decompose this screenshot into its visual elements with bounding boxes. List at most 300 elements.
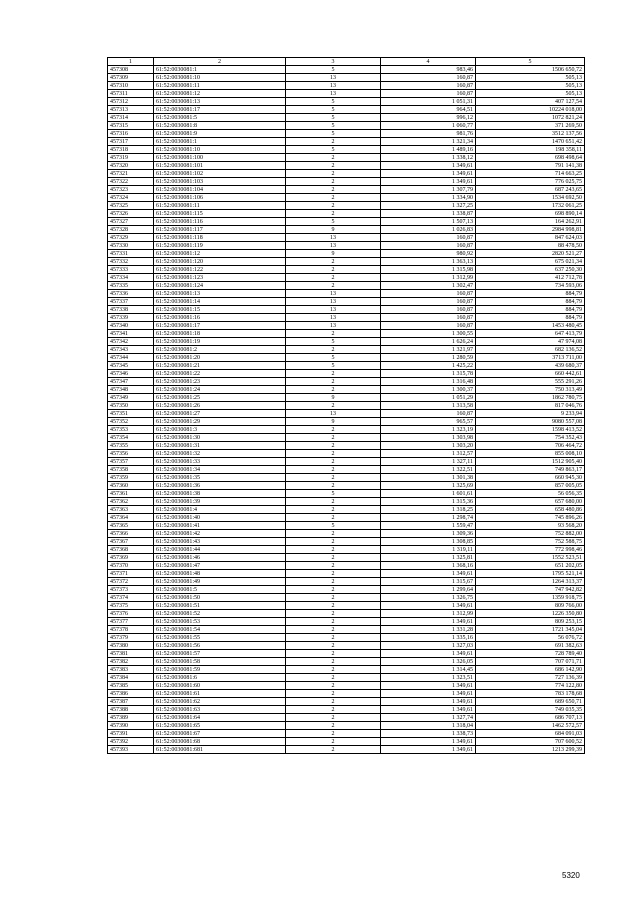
table-cell: 61:52:0030081:42 [154, 530, 286, 538]
table-cell: 61:52:0030081:32 [154, 450, 286, 458]
table-cell: 1 325,69 [381, 482, 476, 490]
table-cell: 691 382,63 [476, 642, 585, 650]
table-cell: 2 [286, 698, 381, 706]
table-cell: 61:52:0030081:55 [154, 634, 286, 642]
table-cell: 93 568,20 [476, 522, 585, 530]
table-cell: 1264 313,37 [476, 578, 585, 586]
table-cell: 457373 [108, 586, 154, 594]
table-cell: 457354 [108, 434, 154, 442]
table-cell: 61:52:0030081:53 [154, 618, 286, 626]
table-cell: 13 [286, 234, 381, 242]
header-row [108, 58, 585, 66]
table-cell: 160,87 [381, 290, 476, 298]
table-cell: 1 298,74 [381, 514, 476, 522]
table-cell: 457364 [108, 514, 154, 522]
table-cell: 61:52:0030081:26 [154, 402, 286, 410]
table-cell: 2820 521,27 [476, 250, 585, 258]
table-row [108, 730, 585, 738]
table-cell: 160,87 [381, 74, 476, 82]
table-cell: 61:52:0030081:35 [154, 474, 286, 482]
table-cell: 61:52:0030081:11 [154, 82, 286, 90]
table-cell: 1 349,61 [381, 178, 476, 186]
table-cell: 1512 905,40 [476, 458, 585, 466]
table-cell: 1 309,36 [381, 530, 476, 538]
table-cell: 457332 [108, 258, 154, 266]
table-cell: 1 601,61 [381, 490, 476, 498]
table-cell: 56 076,72 [476, 634, 585, 642]
table-cell: 61:52:0030081:31 [154, 442, 286, 450]
table-cell: 2 [286, 210, 381, 218]
table-row [108, 602, 585, 610]
table-cell: 1 051,29 [381, 394, 476, 402]
table-cell: 457343 [108, 346, 154, 354]
table-cell: 1598 413,52 [476, 426, 585, 434]
table-cell: 682 136,52 [476, 346, 585, 354]
column-header: 5 [476, 58, 585, 66]
table-cell: 457387 [108, 698, 154, 706]
table-row [108, 290, 585, 298]
table-cell: 689 650,71 [476, 698, 585, 706]
table-cell: 1359 918,75 [476, 594, 585, 602]
table-cell: 61:52:0030081:116 [154, 218, 286, 226]
table-cell: 457355 [108, 442, 154, 450]
table-cell: 1 327,03 [381, 642, 476, 650]
column-header: 1 [108, 58, 154, 66]
table-cell: 61:52:0030081:681 [154, 746, 286, 754]
table-cell: 884,79 [476, 314, 585, 322]
table-row [108, 202, 585, 210]
table-cell: 884,79 [476, 298, 585, 306]
table-cell: 2 [286, 746, 381, 754]
table-cell: 61:52:0030081:16 [154, 314, 286, 322]
table-cell: 2 [286, 626, 381, 634]
table-cell: 61:52:0030081:101 [154, 162, 286, 170]
table-cell: 61:52:0030081:117 [154, 226, 286, 234]
table-row [108, 626, 585, 634]
table-cell: 1 349,61 [381, 618, 476, 626]
table-cell: 1 349,61 [381, 170, 476, 178]
table-cell: 1 299,64 [381, 586, 476, 594]
table-cell: 61:52:0030081:38 [154, 490, 286, 498]
table-cell: 61:52:0030081:51 [154, 602, 286, 610]
table-cell: 1 312,57 [381, 450, 476, 458]
table-cell: 61:52:0030081:47 [154, 562, 286, 570]
table-cell: 61:52:0030081:18 [154, 330, 286, 338]
table-row [108, 690, 585, 698]
table-cell: 61:52:0030081:14 [154, 298, 286, 306]
table-cell: 13 [286, 290, 381, 298]
table-cell: 61:52:0030081:39 [154, 498, 286, 506]
table-cell: 457347 [108, 378, 154, 386]
table-row [108, 682, 585, 690]
table-cell: 160,87 [381, 298, 476, 306]
table-cell: 61:52:0030081:15 [154, 306, 286, 314]
table-cell: 13 [286, 410, 381, 418]
table-cell: 2 [286, 738, 381, 746]
table-cell: 88 478,50 [476, 242, 585, 250]
table-cell: 457342 [108, 338, 154, 346]
table-cell: 457380 [108, 642, 154, 650]
table-row [108, 666, 585, 674]
table-cell: 2 [286, 650, 381, 658]
table-cell: 1 321,34 [381, 138, 476, 146]
table-cell: 1 349,61 [381, 738, 476, 746]
table-cell: 457357 [108, 458, 154, 466]
table-cell: 1 338,12 [381, 154, 476, 162]
table-cell: 457337 [108, 298, 154, 306]
table-cell: 2 [286, 170, 381, 178]
table-cell: 61:52:0030081:21 [154, 362, 286, 370]
table-cell: 2 [286, 610, 381, 618]
table-cell: 61:52:0030081:118 [154, 234, 286, 242]
table-cell: 457334 [108, 274, 154, 282]
table-row [108, 194, 585, 202]
table-cell: 457392 [108, 738, 154, 746]
table-cell: 2 [286, 682, 381, 690]
table-cell: 687 243,65 [476, 186, 585, 194]
table-cell: 61:52:0030081:12 [154, 90, 286, 98]
table-row [108, 698, 585, 706]
table-cell: 457326 [108, 210, 154, 218]
table-row [108, 410, 585, 418]
table-row [108, 218, 585, 226]
table-cell: 1 326,75 [381, 594, 476, 602]
table-cell: 1 335,16 [381, 634, 476, 642]
table-cell: 1 368,16 [381, 562, 476, 570]
table-cell: 1721 345,04 [476, 626, 585, 634]
table-cell: 817 046,76 [476, 402, 585, 410]
table-row [108, 738, 585, 746]
table-cell: 1 321,97 [381, 346, 476, 354]
table-cell: 61:52:0030081:103 [154, 178, 286, 186]
table-cell: 5 [286, 106, 381, 114]
table-cell: 2 [286, 546, 381, 554]
table-row [108, 370, 585, 378]
table-cell: 1 051,31 [381, 98, 476, 106]
table-cell: 1 363,13 [381, 258, 476, 266]
table-row [108, 570, 585, 578]
table-cell: 61:52:0030081:22 [154, 370, 286, 378]
table-cell: 2 [286, 426, 381, 434]
table-row [108, 474, 585, 482]
table-cell: 2 [286, 642, 381, 650]
table-cell: 457378 [108, 626, 154, 634]
table-cell: 3512 137,56 [476, 130, 585, 138]
table-cell: 698 498,64 [476, 154, 585, 162]
table-cell: 2 [286, 586, 381, 594]
table-cell: 651 202,05 [476, 562, 585, 570]
table-cell: 1 325,81 [381, 554, 476, 562]
table-cell: 5 [286, 114, 381, 122]
table-row [108, 450, 585, 458]
table-cell: 61:52:0030081:9 [154, 130, 286, 138]
table-cell: 457318 [108, 146, 154, 154]
table-cell: 1 326,05 [381, 658, 476, 666]
table-cell: 5 [286, 362, 381, 370]
table-cell: 457327 [108, 218, 154, 226]
table-cell: 2 [286, 498, 381, 506]
table-cell: 2 [286, 178, 381, 186]
table-cell: 1 300,37 [381, 386, 476, 394]
table-cell: 457315 [108, 122, 154, 130]
table-cell: 61:52:0030081:24 [154, 386, 286, 394]
table-row [108, 658, 585, 666]
table-cell: 2 [286, 482, 381, 490]
table-row [108, 650, 585, 658]
table-row [108, 314, 585, 322]
table-cell: 5 [286, 146, 381, 154]
table-cell: 457325 [108, 202, 154, 210]
table-cell: 457316 [108, 130, 154, 138]
table-cell: 1 425,22 [381, 362, 476, 370]
table-row [108, 610, 585, 618]
table-cell: 61:52:0030081:29 [154, 418, 286, 426]
table-cell: 857 005,05 [476, 482, 585, 490]
table-cell: 457331 [108, 250, 154, 258]
table-cell: 457312 [108, 98, 154, 106]
table-cell: 1862 780,75 [476, 394, 585, 402]
table-row [108, 242, 585, 250]
table-row [108, 338, 585, 346]
table-cell: 1534 692,50 [476, 194, 585, 202]
table-cell: 1 349,61 [381, 706, 476, 714]
table-row [108, 490, 585, 498]
table-cell: 457393 [108, 746, 154, 754]
table-cell: 457389 [108, 714, 154, 722]
table-cell: 457362 [108, 498, 154, 506]
table-cell: 1 315,36 [381, 498, 476, 506]
table-cell: 5 [286, 130, 381, 138]
table-cell: 457338 [108, 306, 154, 314]
table-cell: 457370 [108, 562, 154, 570]
table-cell: 160,87 [381, 410, 476, 418]
table-cell: 457384 [108, 674, 154, 682]
table-row [108, 66, 585, 74]
table-cell: 809 253,15 [476, 618, 585, 626]
table-cell: 1 507,13 [381, 218, 476, 226]
table-cell: 5 [286, 66, 381, 74]
table-cell: 457371 [108, 570, 154, 578]
table-cell: 1 312,99 [381, 274, 476, 282]
table-row [108, 442, 585, 450]
table-cell: 1470 651,42 [476, 138, 585, 146]
table-cell: 61:52:0030081:59 [154, 666, 286, 674]
table-cell: 698 890,14 [476, 210, 585, 218]
table-cell: 2 [286, 714, 381, 722]
table-cell: 9 233,94 [476, 410, 585, 418]
table-cell: 61:52:0030081:120 [154, 258, 286, 266]
table-cell: 61:52:0030081:104 [154, 186, 286, 194]
table-cell: 660 442,61 [476, 370, 585, 378]
table-row [108, 138, 585, 146]
table-cell: 2 [286, 618, 381, 626]
table-cell: 457376 [108, 610, 154, 618]
table-cell: 2 [286, 282, 381, 290]
table-cell: 505,13 [476, 90, 585, 98]
table-cell: 1462 572,57 [476, 722, 585, 730]
table-row [108, 522, 585, 530]
table-cell: 2 [286, 330, 381, 338]
table-cell: 2 [286, 370, 381, 378]
table-row [108, 434, 585, 442]
table-cell: 2 [286, 434, 381, 442]
table-cell: 647 413,79 [476, 330, 585, 338]
table-cell: 657 680,00 [476, 498, 585, 506]
table-cell: 5 [286, 218, 381, 226]
table-cell: 457386 [108, 690, 154, 698]
table-cell: 61:52:0030081:36 [154, 482, 286, 490]
table-cell: 1 349,61 [381, 746, 476, 754]
table-row [108, 90, 585, 98]
table-row [108, 330, 585, 338]
table-cell: 457375 [108, 602, 154, 610]
table-cell: 457351 [108, 410, 154, 418]
table-row [108, 554, 585, 562]
table-cell: 457309 [108, 74, 154, 82]
table-cell: 457358 [108, 466, 154, 474]
data-table [107, 57, 585, 754]
table-cell: 457340 [108, 322, 154, 330]
table-cell: 964,51 [381, 106, 476, 114]
table-row [108, 746, 585, 754]
table-cell: 2 [286, 674, 381, 682]
table-cell: 2 [286, 154, 381, 162]
table-cell: 847 624,03 [476, 234, 585, 242]
table-cell: 5 [286, 122, 381, 130]
table-row [108, 538, 585, 546]
table-cell: 983,46 [381, 66, 476, 74]
table-row [108, 346, 585, 354]
table-cell: 457317 [108, 138, 154, 146]
table-cell: 160,87 [381, 314, 476, 322]
table-row [108, 122, 585, 130]
table-cell: 658 480,86 [476, 506, 585, 514]
table-cell: 457330 [108, 242, 154, 250]
table-cell: 1 489,16 [381, 146, 476, 154]
table-cell: 750 313,49 [476, 386, 585, 394]
table-cell: 2 [286, 530, 381, 538]
table-cell: 457346 [108, 370, 154, 378]
table-cell: 1 319,11 [381, 546, 476, 554]
table-cell: 1 327,74 [381, 714, 476, 722]
table-row [108, 402, 585, 410]
table-row [108, 362, 585, 370]
table-cell: 9 [286, 418, 381, 426]
table-cell: 1 559,47 [381, 522, 476, 530]
table-cell: 61:52:0030081:17 [154, 106, 286, 114]
table-cell: 1 349,61 [381, 602, 476, 610]
table-cell: 61:52:0030081:124 [154, 282, 286, 290]
table-cell: 1506 650,72 [476, 66, 585, 74]
table-cell: 2 [286, 138, 381, 146]
table-cell: 2 [286, 402, 381, 410]
table-cell: 1732 061,25 [476, 202, 585, 210]
table-row [108, 170, 585, 178]
table-cell: 1 318,25 [381, 506, 476, 514]
table-cell: 1 315,78 [381, 370, 476, 378]
column-header: 2 [154, 58, 286, 66]
table-cell: 791 141,38 [476, 162, 585, 170]
table-cell: 457383 [108, 666, 154, 674]
table-cell: 1795 521,14 [476, 570, 585, 578]
table-cell: 1 316,48 [381, 378, 476, 386]
table-cell: 61:52:0030081:52 [154, 610, 286, 618]
table-cell: 2984 998,81 [476, 226, 585, 234]
table-cell: 2 [286, 722, 381, 730]
table-cell: 439 680,37 [476, 362, 585, 370]
table-cell: 2 [286, 450, 381, 458]
table-cell: 1 331,28 [381, 626, 476, 634]
table-cell: 13 [286, 322, 381, 330]
table-cell: 1 307,79 [381, 186, 476, 194]
table-cell: 1 318,04 [381, 722, 476, 730]
table-cell: 772 998,46 [476, 546, 585, 554]
table-cell: 1 349,61 [381, 570, 476, 578]
table-cell: 457348 [108, 386, 154, 394]
table-cell: 61:52:0030081:30 [154, 434, 286, 442]
table-cell: 457377 [108, 618, 154, 626]
table-cell: 774 122,80 [476, 682, 585, 690]
table-cell: 61:52:0030081:23 [154, 378, 286, 386]
table-row [108, 282, 585, 290]
table-row [108, 226, 585, 234]
table-cell: 457374 [108, 594, 154, 602]
table-cell: 61:52:0030081:62 [154, 698, 286, 706]
table-cell: 2 [286, 346, 381, 354]
table-row [108, 154, 585, 162]
table-cell: 2 [286, 202, 381, 210]
table-cell: 457390 [108, 722, 154, 730]
table-cell: 61:52:0030081:10 [154, 74, 286, 82]
table-cell: 10224 018,00 [476, 106, 585, 114]
table-cell: 457333 [108, 266, 154, 274]
table-cell: 61:52:0030081:12 [154, 250, 286, 258]
table-header [108, 58, 585, 66]
table-cell: 457311 [108, 90, 154, 98]
table-cell: 2 [286, 562, 381, 570]
table-row [108, 322, 585, 330]
table-cell: 61:52:0030081:11 [154, 202, 286, 210]
table-cell: 61:52:0030081:48 [154, 570, 286, 578]
table-cell: 752 588,75 [476, 538, 585, 546]
table-row [108, 634, 585, 642]
table-cell: 555 291,26 [476, 378, 585, 386]
page-number: 5320 [562, 871, 580, 880]
table-cell: 1552 523,51 [476, 554, 585, 562]
table-cell: 1213 299,39 [476, 746, 585, 754]
table-cell: 457320 [108, 162, 154, 170]
table-cell: 61:52:0030081:100 [154, 154, 286, 162]
table-row [108, 114, 585, 122]
table-cell: 61:52:0030081:8 [154, 122, 286, 130]
table-cell: 61:52:0030081:27 [154, 410, 286, 418]
table-cell: 2 [286, 266, 381, 274]
table-row [108, 714, 585, 722]
table-row [108, 178, 585, 186]
table-cell: 9 [286, 226, 381, 234]
table-row [108, 642, 585, 650]
table-row [108, 514, 585, 522]
table-cell: 734 593,06 [476, 282, 585, 290]
table-cell: 13 [286, 298, 381, 306]
table-cell: 407 127,54 [476, 98, 585, 106]
table-cell: 5 [286, 522, 381, 530]
table-row [108, 234, 585, 242]
table-row [108, 562, 585, 570]
table-row [108, 594, 585, 602]
table-cell: 61:52:0030081:65 [154, 722, 286, 730]
table-cell: 457388 [108, 706, 154, 714]
